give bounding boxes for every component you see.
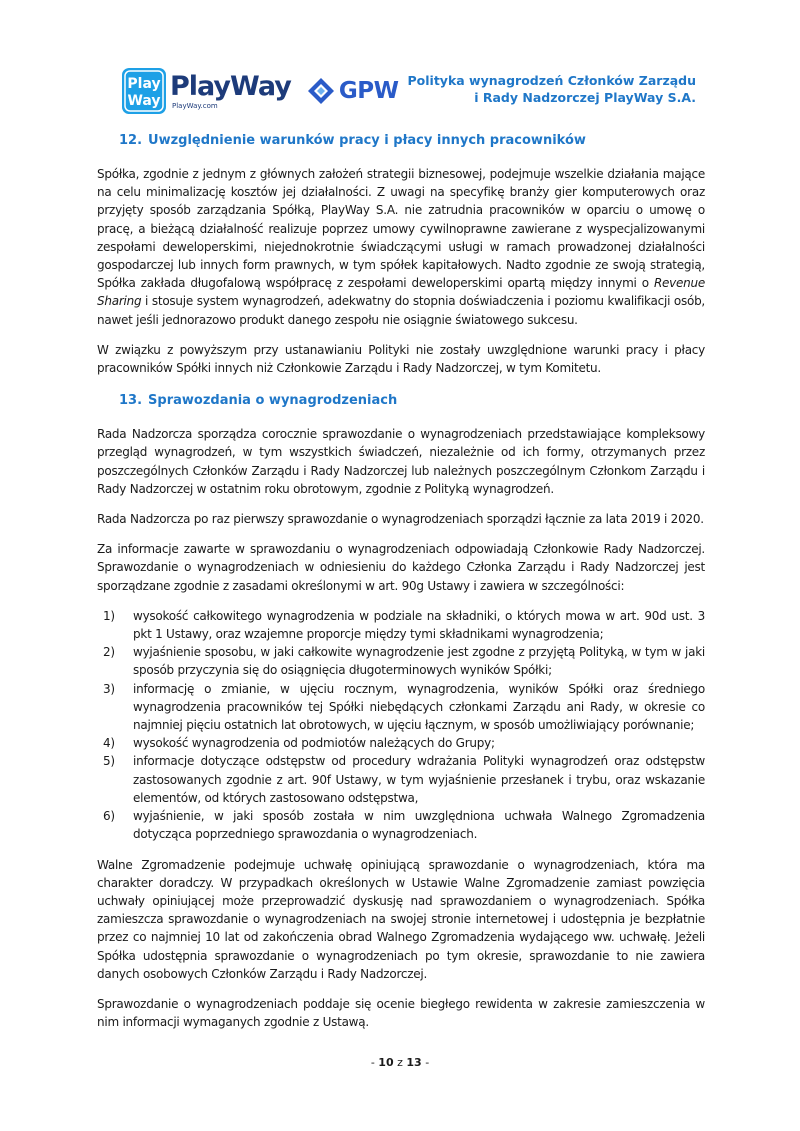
section-12-heading [97,131,705,151]
list-item [97,680,705,735]
page-header [0,0,800,125]
page-number-total: 13 [406,1056,422,1069]
footer-dash-right: - [425,1056,430,1069]
list-item [97,734,705,752]
list-item-text: wysokość całkowitego wynagrodzenia w podziale na składniki, o których mowa w art. 90d ust. 3 pkt 1 Ustawy, oraz wzajemne proporcje między tymi składnikami wynagrodzenia; [133,608,705,642]
section-13-paragraph-5: Sprawozdanie o wynagrodzeniach poddaje się ocenie biegłego rewidenta w zakresie zamieszczenia w nim informacji wymaganych zgodnie z Ustawą. [97,996,705,1030]
footer-dash-left: - [370,1056,375,1069]
gpw-logo-text: GPW [338,78,399,104]
logo-group [122,67,398,115]
list-item-number: 4) [103,736,115,751]
list-item [97,607,705,643]
section-12-number: 12. [119,133,143,148]
gpw-logo [307,77,399,105]
section-13-paragraph-4: Walne Zgromadzenie podejmuje uchwałę opiniującą sprawozdanie o wynagrodzeniach, która ma charakter doradczy. W przypadkach określonych w Ustawie Walne Zgromadzenie zamiast powzięcia uchwały opiniującej może przeprowadzić dyskusję nad sprawozdaniem o wynagrodzeniach. Spółka zamieszcza sprawozdanie o wynagrodzeniach na swojej stronie internetowej i udostępnia je bezpłatnie przez co najmniej 10 lat od zakończenia obrad Walnego Zgromadzenia wydającego ww. uchwałę. Jeżeli Spółka udostępnia sprawozdanie o wynagrodzeniach po tym okresie, sprawozdanie to nie zawiera danych osobowych Członków Zarządu i Rady Nadzorczej. [97,857,705,981]
list-item-number: 6) [103,809,115,824]
section-13-paragraph-3: Za informacje zawarte w sprawozdaniu o wynagrodzeniach odpowiadają Członkowie Rady Nadzorczej. Sprawozdanie o wynagrodzeniach w odniesieniu do każdego Członka Zarządu i Rady Nadzorczej jest sporządzane zgodnie z zasadami określonymi w art. 90g Ustawy i zawiera w szczególności: [97,542,705,593]
section-13-paragraph-2: Rada Nadzorcza po raz pierwszy sprawozdanie o wynagrodzeniach sporządzi łącznie za lata 2019 i 2020. [97,512,704,527]
section-12-paragraph-2: W związku z powyższym przy ustanawianiu Polityki nie zostały uwzględnione warunki pracy i płacy pracowników Spółki innych niż Członkowie Zarządu i Rady Nadzorczej, w tym Komitetu. [97,342,705,376]
list-item-number: 2) [103,645,115,660]
section-13-heading [97,391,705,411]
playway-wordmark [170,72,291,110]
section-13-paragraph-1: Rada Nadzorcza sporządza corocznie sprawozdanie o wynagrodzeniach przedstawiające kompleksowy przegląd wynagrodzeń, w tym wszystkich świadczeń, niezależnie od ich formy, otrzymanych przez poszczególnych Członków Zarządu i Rady Nadzorczej lub należnych poszczególnym Członkom Zarządu i Rady Nadzorczej w ostatnim roku obrotowym, zgodnie z Polityką wynagrodzeń. [97,427,705,496]
section-13-title: Sprawozdania o wynagrodzeniach [148,393,398,409]
playway-badge-bottom: Way [127,93,161,109]
list-item-text: wysokość wynagrodzenia od podmiotów należących do Grupy; [133,736,495,751]
header-title-line1: Polityka wynagrodzeń Członków Zarządu [407,73,696,88]
report-contents-list [97,607,705,844]
document-header-title [408,72,696,106]
playway-badge-top: Play [127,76,161,92]
header-title-line2: i Rady Nadzorczej PlayWay S.A. [474,90,696,105]
list-item [97,643,705,679]
playway-wordmark-url: PlayWay.com [172,102,218,110]
list-item [97,752,705,807]
list-item-text: informację o zmianie, w ujęciu rocznym, wynagrodzenia, wyników Spółki oraz średniego wynagrodzenia pracowników tej Spółki niebędących członkami Zarządu ani Rady, w okresie co najmniej pięciu ostatnich lat obrotowych, w ujęciu łącznym, w sposób umożliwiający porównanie; [133,681,705,733]
section-12-paragraph-1 [97,165,705,329]
playway-badge-logo [122,68,166,114]
page-number-separator: z [397,1056,403,1069]
section-12-title: Uwzględnienie warunków pracy i płacy innych pracowników [148,133,586,148]
paragraph-text: Spółka, zgodnie z jednym z głównych założeń strategii biznesowej, podejmuje wszelkie działania mające na celu minimalizację kosztów jej działalności. Z uwagi na specyfikę branży gier komputerowych oraz przyjęty sposób zarządzania Spółką, PlayWay S.A. nie zatrudnia pracowników w oparciu o umowę o pracę, a bieżącą działalność realizuje poprzez umowy cywilnoprawne zawierane z wyspecjalizowanymi zespołami deweloperskimi, niejednokrotnie świadczącymi usługi w ramach prowadzonej działalności gospodarczej lub innych form prawnych, w tym spółek kapitałowych. Nadto zgodnie ze swoją strategią, Spółka zakłada długofalową współpracę z zespołami deweloperskimi opartą między innymi o [97,167,705,291]
list-item-number: 5) [103,754,115,769]
gpw-diamond-icon [307,77,335,105]
list-item-text: informacje dotyczące odstępstw od procedury wdrażania Polityki wynagrodzeń oraz odstępstw zastosowanych zgodnie z art. 90f Ustawy, w tym wyjaśnienie przesłanek i trybu, oraz wskazanie elementów, od których zastosowano odstępstwa, [133,754,705,805]
page-number-current: 10 [378,1056,394,1069]
list-item-number: 1) [103,608,115,623]
revenue-sharing-term: Revenue Sharing [97,276,705,309]
page-footer [0,1056,800,1069]
list-item-number: 3) [103,681,115,696]
list-item [97,807,705,843]
document-body [97,131,705,1031]
section-13-number: 13. [119,393,143,409]
list-item-text: wyjaśnienie sposobu, w jaki całkowite wynagrodzenie jest zgodne z przyjętą Polityką, w tym w jaki sposób przyczynia się do osiągnięcia długoterminowych wyników Spółki; [133,645,705,678]
playway-wordmark-text: PlayWay [170,71,291,102]
list-item-text: wyjaśnienie, w jaki sposób została w nim uwzględniona uchwała Walnego Zgromadzenia dotycząca poprzedniego sprawozdania o wynagrodzeniach. [133,809,705,842]
paragraph-text: i stosuje system wynagrodzeń, adekwatny do stopnia doświadczenia i poziomu kwalifikacji osób, nawet jeśli jednorazowo produkt danego zespołu nie osiągnie światowego sukcesu. [97,294,705,327]
